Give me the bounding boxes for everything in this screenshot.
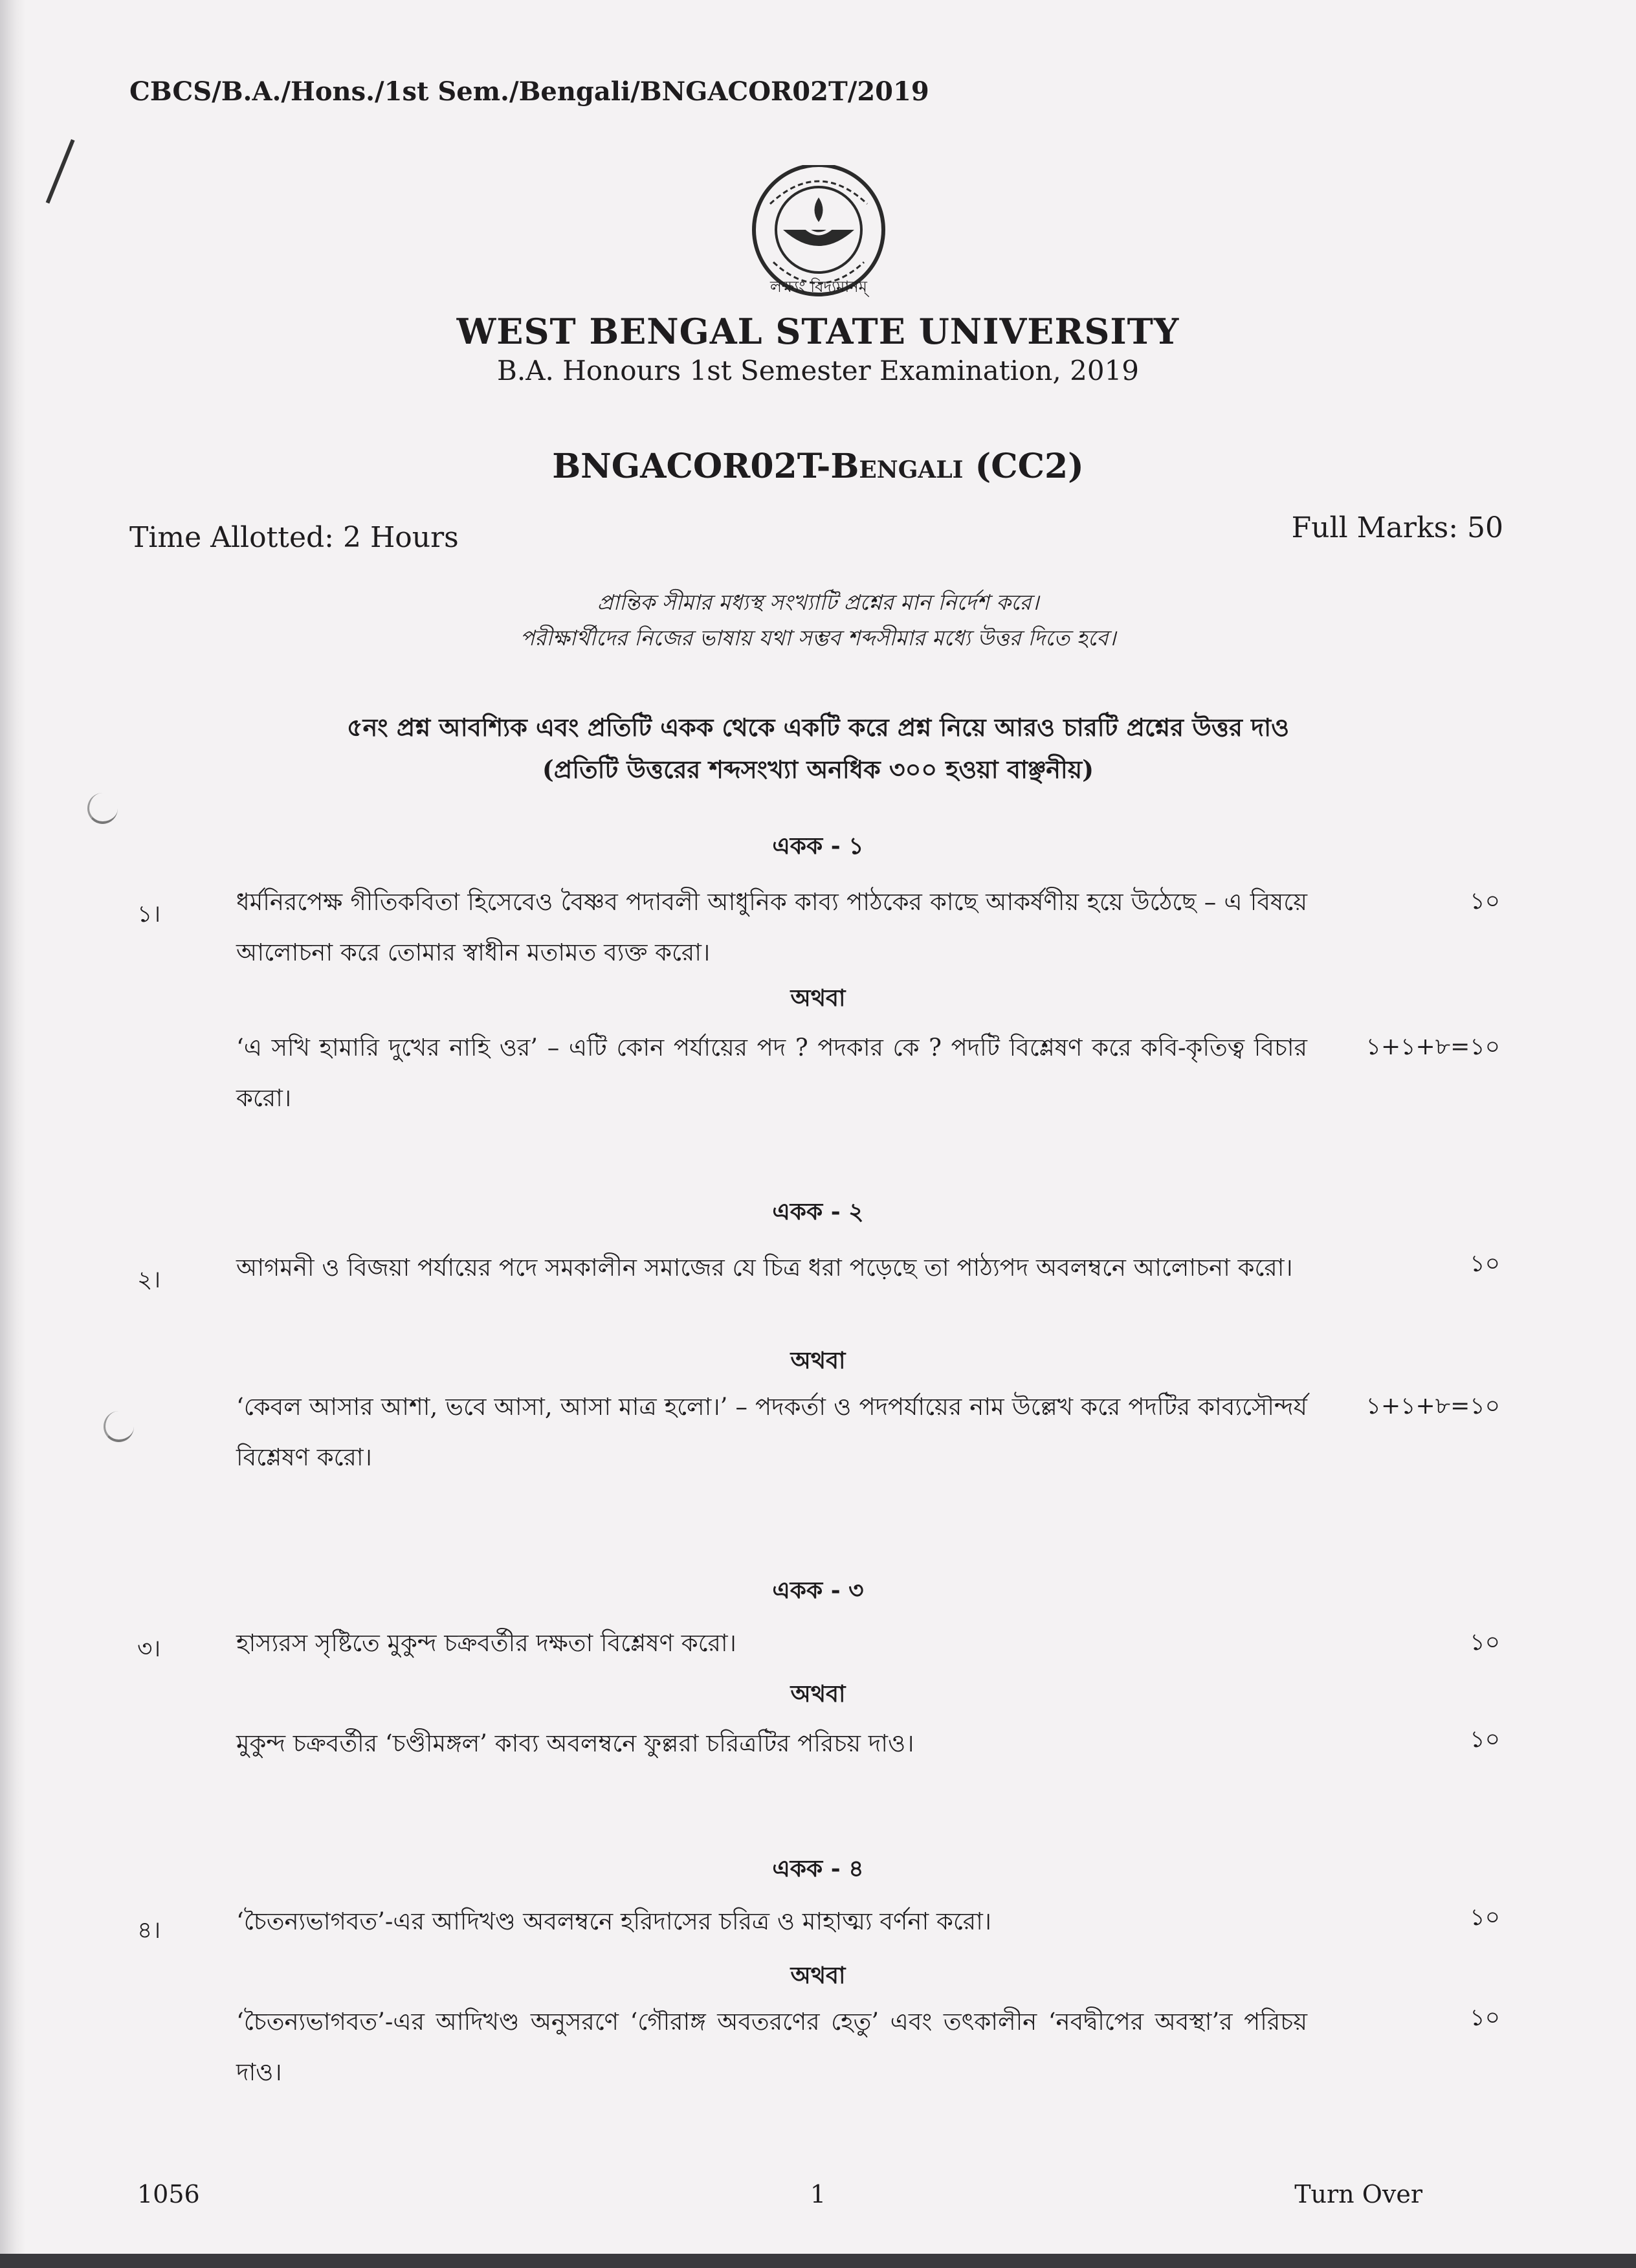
punch-hole (104, 1411, 134, 1442)
university-name: WEST BENGAL STATE UNIVERSITY (456, 311, 1180, 352)
unit-heading: একক - ১ (772, 832, 864, 860)
question-marks: ১+১+৮=১০ (1365, 1393, 1500, 1419)
note-line: প্রান্তিক সীমার মধ্যস্থ সংখ্যাটি প্রশ্নের মান নির্দেশ করে। (597, 590, 1039, 615)
question-text: ‘চৈতন্যভাগবত’-এর আদিখণ্ড অবলম্বনে হরিদাসের চরিত্র ও মাহাত্ম্য বর্ণনা করো। (236, 1907, 992, 1935)
or-separator: অথবা (790, 984, 846, 1012)
time-allotted: Time Allotted: 2 Hours (129, 521, 459, 554)
question-marks: ১০ (1470, 1251, 1500, 1277)
punch-hole (87, 793, 118, 824)
question-text: মুকুন্দ চক্রবর্তীর ‘চণ্ডীমঙ্গল’ কাব্য অবলম্বনে ফুল্লরা চরিত্রটির পরিচয় দাও। (236, 1729, 914, 1757)
exam-title: B.A. Honours 1st Semester Examination, 2019 (496, 355, 1140, 386)
question-number: ৩। (137, 1636, 161, 1662)
or-separator: অথবা (790, 1962, 846, 1989)
course-suffix: (CC2) (963, 447, 1084, 486)
unit-heading: একক - ৩ (772, 1577, 864, 1604)
or-separator: অথবা (790, 1680, 846, 1707)
unit-heading: একক - ২ (772, 1198, 864, 1225)
turn-over-label: Turn Over (1294, 2180, 1422, 2208)
course-title (0, 447, 1636, 486)
full-marks: Full Marks: 50 (1291, 511, 1503, 544)
question-text: ‘এ সখি হামারি দুখের নাহি ওর’ – এটি কোন পর্যায়ের পদ ? পদকার কে ? পদটি বিশ্লেষণ করে কবি-কৃতিত্ব বিচার করো। (236, 1034, 1307, 1112)
page-number: 1 (810, 2180, 826, 2208)
question-text: হাস্যরস সৃষ্টিতে মুকুন্দ চক্রবর্তীর দক্ষতা বিশ্লেষণ করো। (236, 1629, 736, 1657)
footer-serial: 1056 (137, 2180, 200, 2208)
paper-code: CBCS/B.A./Hons./1st Sem./Bengali/BNGACOR02T/2019 (129, 76, 929, 107)
instruction-line: ৫নং প্রশ্ন আবশ্যিক এবং প্রতিটি একক থেকে একটি করে প্রশ্ন নিয়ে আরও চারটি প্রশ্নের উত্তর দাও (346, 713, 1290, 742)
question-text: ‘কেবল আসার আশা, ভবে আসা, আসা মাত্র হলো।’ – পদকর্তা ও পদপর্যায়ের নাম উল্লেখ করে পদটির কাব্যসৌন্দর্য বিশ্লেষণ করো। (236, 1393, 1307, 1471)
question-marks: ১০ (1470, 1904, 1500, 1931)
question-marks: ১০ (1470, 1726, 1500, 1753)
question-marks: ১+১+৮=১০ (1365, 1034, 1500, 1060)
instruction-line: (প্রতিটি উত্তরের শব্দসংখ্যা অনধিক ৩০০ হওয়া বাঞ্ছনীয়) (542, 755, 1094, 784)
question-marks: ১০ (1470, 2005, 1500, 2031)
question-marks: ১০ (1470, 1629, 1500, 1656)
question-number: ২। (137, 1267, 161, 1293)
course-name: Bengali (830, 447, 964, 486)
question-text: ‘চৈতন্যভাগবত’-এর আদিখণ্ড অনুসরণে ‘গৌরাঙ্গ অবতরণের হেতু’ এবং তৎকালীন ‘নবদ্বীপের অবস্থা’র পরিচয় দাও। (236, 2008, 1307, 2086)
note-line: পরীক্ষার্থীদের নিজের ভাষায় যথা সম্ভব শব্দসীমার মধ্যে উত্তর দিতে হবে। (520, 625, 1116, 650)
unit-heading: একক - ৪ (772, 1855, 864, 1882)
question-number: ১। (137, 901, 161, 928)
question-text: আগমনী ও বিজয়া পর্যায়ের পদে সমকালীন সমাজের যে চিত্র ধরা পড়েছে তা পাঠ্যপদ অবলম্বনে আলোচনা করো। (236, 1254, 1293, 1282)
or-separator: অথবা (790, 1347, 846, 1374)
question-text: ধর্মনিরপেক্ষ গীতিকবিতা হিসেবেও বৈষ্ণব পদাবলী আধুনিক কাব্য পাঠকের কাছে আকর্ষণীয় হয়ে উঠেছে – এ বিষয়ে আলোচনা করে তোমার স্বাধীন মতামত ব্যক্ত করো। (236, 888, 1307, 966)
pen-mark (46, 139, 75, 204)
scan-bottom-edge (0, 2254, 1636, 2268)
course-code: BNGACOR02T- (552, 447, 831, 486)
question-marks: ১০ (1470, 888, 1500, 915)
university-motto: লক্ষ্যং বিদ্যমানম্ (770, 278, 867, 296)
question-number: ৪। (137, 1917, 161, 1944)
